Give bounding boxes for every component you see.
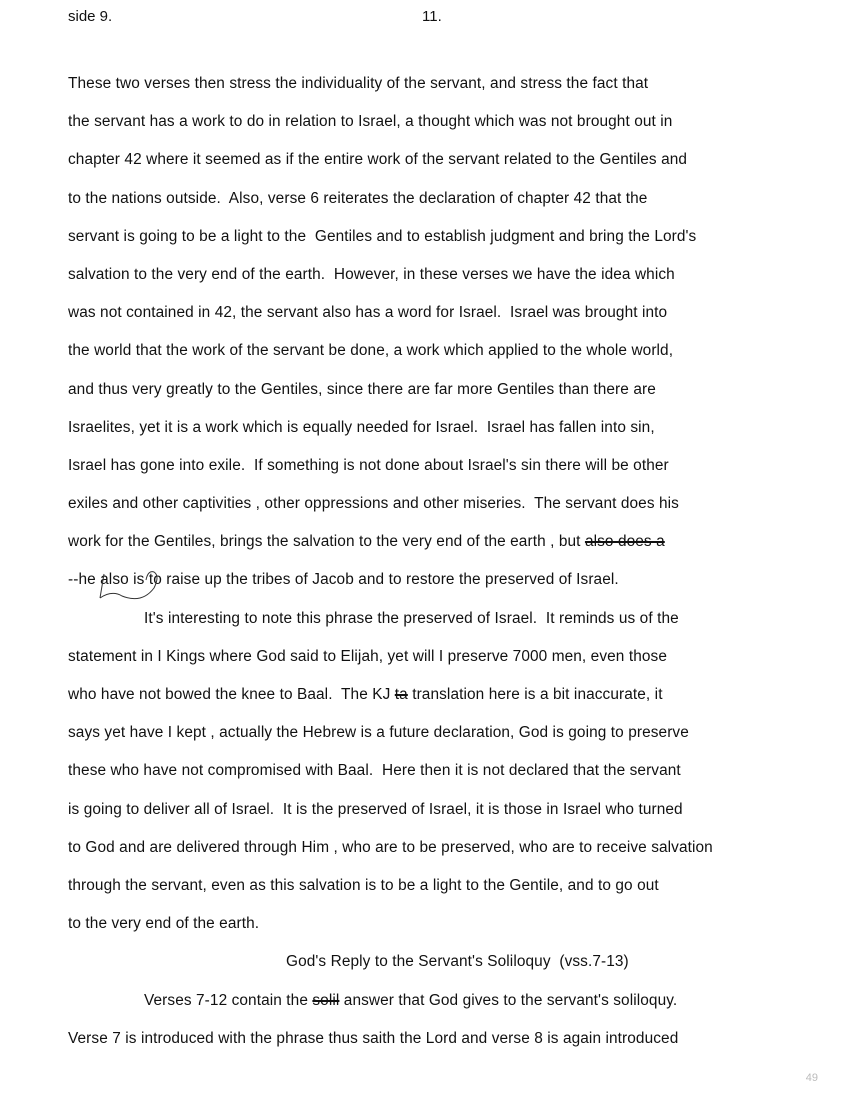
document-body (68, 72, 713, 1065)
text-line (68, 301, 713, 339)
text-line (68, 187, 713, 225)
page-number: 11. (422, 8, 442, 25)
text-line (68, 912, 713, 950)
text-line (68, 1027, 713, 1065)
text-line (68, 492, 713, 530)
text-segment: says yet have I kept , actually the Hebrew is a future declaration, God is going to preserve (68, 724, 689, 742)
text-line (68, 454, 713, 492)
text-segment: exiles and other captivities , other oppressions and other miseries. The servant does his (68, 495, 679, 513)
text-segment: These two verses then stress the individuality of the servant, and stress the fact that (68, 75, 649, 92)
text-line (68, 339, 713, 377)
text-line (68, 263, 713, 301)
text-segment: translation here is a bit inaccurate, it (407, 686, 663, 703)
text-line (68, 874, 713, 912)
text-segment: chapter 42 where it seemed as if the entire work of the servant related to the Gentiles and (68, 151, 688, 169)
text-line (68, 759, 713, 797)
text-segment: through the servant, even as this salvation is to be a light to the Gentile, and to go out (68, 876, 659, 894)
text-segment: to the nations outside. Also, verse 6 reiterates the declaration of chapter 42 that the (68, 189, 648, 207)
struck-text: also does a (584, 533, 665, 551)
text-segment: servant is going to be a light to the Gentiles and to establish judgment and bring the Lord's (68, 227, 697, 245)
text-segment: God's Reply to the Servant's Soliloquy (vss.7-13) (286, 953, 629, 971)
text-line (68, 798, 713, 836)
text-line (68, 416, 713, 454)
text-line (68, 683, 713, 721)
text-segment: Verse 7 is introduced with the phrase thus saith the Lord and verse 8 is again introduced (68, 1029, 679, 1047)
text-segment: --he also is to raise up the tribes of Jacob and to restore the preserved of Israel. (68, 571, 619, 589)
text-segment: It's interesting to note this phrase the preserved of Israel. It reminds us of the (144, 609, 679, 627)
text-segment: Israel has gone into exile. If something is not done about Israel's sin there will be other (68, 456, 669, 474)
section-heading (68, 950, 713, 988)
text-segment: to God and are delivered through Him , who are to be preserved, who are to receive salvation (68, 838, 713, 856)
corner-mark: 49 (805, 1072, 818, 1084)
struck-text: ta (394, 686, 408, 703)
text-segment: to the very end of the earth. (68, 915, 260, 933)
text-line (68, 225, 713, 263)
text-segment: and thus very greatly to the Gentiles, since there are far more Gentiles than there are (68, 380, 656, 398)
text-line (68, 148, 713, 186)
text-line (68, 530, 713, 568)
text-segment: these who have not compromised with Baal. Here then it is not declared that the servant (68, 762, 681, 780)
text-line (68, 72, 713, 110)
text-line (68, 721, 713, 759)
text-segment: the world that the work of the servant be done, a work which applied to the whole world, (68, 342, 674, 360)
header-left: side 9. (68, 8, 113, 25)
text-segment: answer that God gives to the servant's soliloquy. (339, 991, 678, 1009)
text-segment: Israelites, yet it is a work which is equally needed for Israel. Israel has fallen into sin, (68, 418, 655, 436)
text-line (68, 378, 713, 416)
handwritten-insertion-mark-icon (92, 570, 182, 610)
struck-text: solil (312, 991, 340, 1009)
text-line (68, 989, 713, 1027)
text-segment: statement in I Kings where God said to Elijah, yet will I preserve 7000 men, even those (68, 647, 667, 665)
text-line (68, 645, 713, 683)
text-segment: who have not bowed the knee to Baal. The KJ (68, 686, 395, 703)
text-segment: is going to deliver all of Israel. It is the preserved of Israel, it is those in Israel who turned (68, 800, 683, 818)
text-segment: salvation to the very end of the earth. However, in these verses we have the idea which (68, 265, 675, 283)
text-line (68, 110, 713, 148)
text-line (68, 836, 713, 874)
text-segment: Verses 7-12 contain the (144, 991, 313, 1009)
text-segment: was not contained in 42, the servant also has a word for Israel. Israel was brought into (68, 304, 668, 322)
text-segment: work for the Gentiles, brings the salvation to the very end of the earth , but (68, 533, 585, 551)
text-segment: the servant has a work to do in relation to Israel, a thought which was not brought out in (68, 113, 673, 131)
text-line (68, 607, 713, 645)
